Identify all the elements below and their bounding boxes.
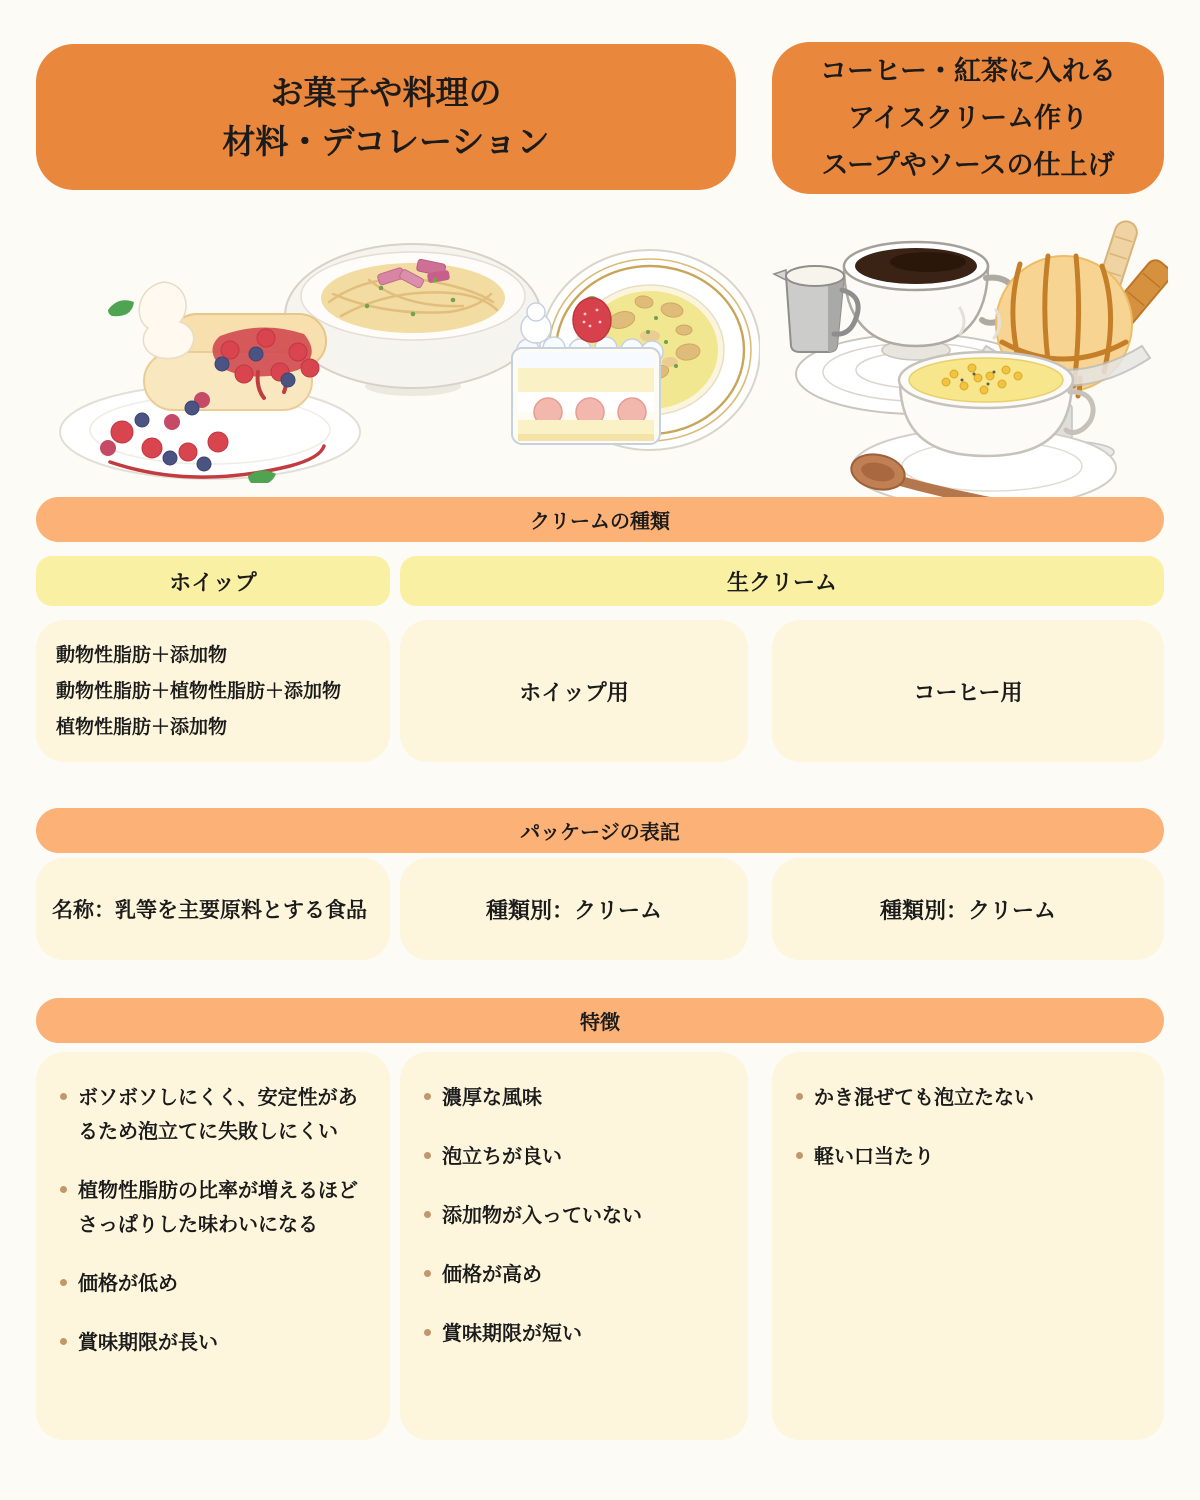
coffee-use-label: コーヒー用: [913, 680, 1023, 706]
list-item: 濃厚な風味: [424, 1080, 734, 1114]
banner-features: [36, 998, 1164, 1043]
cell-whip-composition: [36, 620, 390, 762]
banner-features-label: 特徴: [580, 1010, 620, 1034]
left-foods-illustration: [40, 228, 760, 483]
list-item: 添加物が入っていない: [424, 1198, 734, 1232]
bullet-dot-icon: [60, 1093, 67, 1100]
header-whip-label: ホイップ: [169, 570, 257, 596]
list-item: 賞味期限が短い: [424, 1316, 734, 1350]
bullet-dot-icon: [424, 1093, 431, 1100]
list-item: ボソボソしにくく、安定性があるため泡立てに失敗しにくい: [60, 1080, 376, 1148]
header-whip: [36, 556, 390, 606]
right-title-line3: スープやソースの仕上げ: [821, 149, 1115, 181]
cell-package-name: [36, 858, 390, 960]
bullet-dot-icon: [796, 1093, 803, 1100]
left-title-line1: お菓子や料理の: [270, 73, 502, 112]
list-item: かき混ぜても泡立たない: [796, 1080, 1150, 1114]
bullet-dot-icon: [424, 1152, 431, 1159]
cream-pasta-icon: [285, 244, 541, 396]
list-item: 泡立ちが良い: [424, 1139, 734, 1173]
cell-features-whip: [36, 1052, 390, 1440]
bullet-dot-icon: [60, 1186, 67, 1193]
whip-use-label: ホイップ用: [519, 680, 629, 706]
header-fresh-cream-label: 生クリーム: [726, 570, 837, 596]
features-whip-list: [36, 1052, 390, 1359]
banner-cream-types: [36, 497, 1164, 542]
list-item: 軽い口当たり: [796, 1139, 1150, 1173]
bullet-dot-icon: [60, 1279, 67, 1286]
cell-whip-use: [400, 620, 748, 762]
whip-composition-line: 動物性脂肪＋添加物: [56, 644, 228, 666]
right-title-line1: コーヒー・紅茶に入れる: [820, 55, 1116, 87]
features-fresh-coffee-list: [772, 1052, 1164, 1173]
banner-package: [36, 808, 1164, 853]
right-foods-illustration: [770, 218, 1168, 510]
left-title-line2: 材料・デコレーション: [222, 122, 550, 161]
cell-coffee-use: [772, 620, 1164, 762]
whip-composition-line: 植物性脂肪＋添加物: [56, 716, 228, 738]
bullet-dot-icon: [424, 1329, 431, 1336]
bullet-dot-icon: [60, 1338, 67, 1345]
features-fresh-whip-list: [400, 1052, 748, 1350]
cell-features-fresh-whip: [400, 1052, 748, 1440]
package-type-coffee-label: 種類別：クリーム: [879, 898, 1056, 924]
banner-package-label: パッケージの表記: [520, 820, 680, 844]
right-title-line2: アイスクリーム作り: [847, 102, 1089, 134]
right-title-card: [772, 42, 1164, 194]
whip-composition-line: 動物性脂肪＋植物性脂肪＋添加物: [56, 680, 342, 702]
package-name-label: 名称：乳等を主要原料とする食品: [52, 898, 367, 922]
list-item: 植物性脂肪の比率が増えるほどさっぱりした味わいになる: [60, 1173, 376, 1241]
bullet-dot-icon: [424, 1211, 431, 1218]
list-item: 価格が高め: [424, 1257, 734, 1291]
left-title-card: [36, 44, 736, 190]
cell-package-type-coffee: [772, 858, 1164, 960]
list-item: 価格が低め: [60, 1266, 376, 1300]
bullet-dot-icon: [424, 1270, 431, 1277]
banner-cream-types-label: クリームの種類: [530, 509, 670, 533]
cell-package-type-whip: [400, 858, 748, 960]
package-type-whip-label: 種類別：クリーム: [485, 898, 662, 924]
header-fresh-cream: [400, 556, 1164, 606]
cell-features-fresh-coffee: [772, 1052, 1164, 1440]
list-item: 賞味期限が長い: [60, 1325, 376, 1359]
bullet-dot-icon: [796, 1152, 803, 1159]
